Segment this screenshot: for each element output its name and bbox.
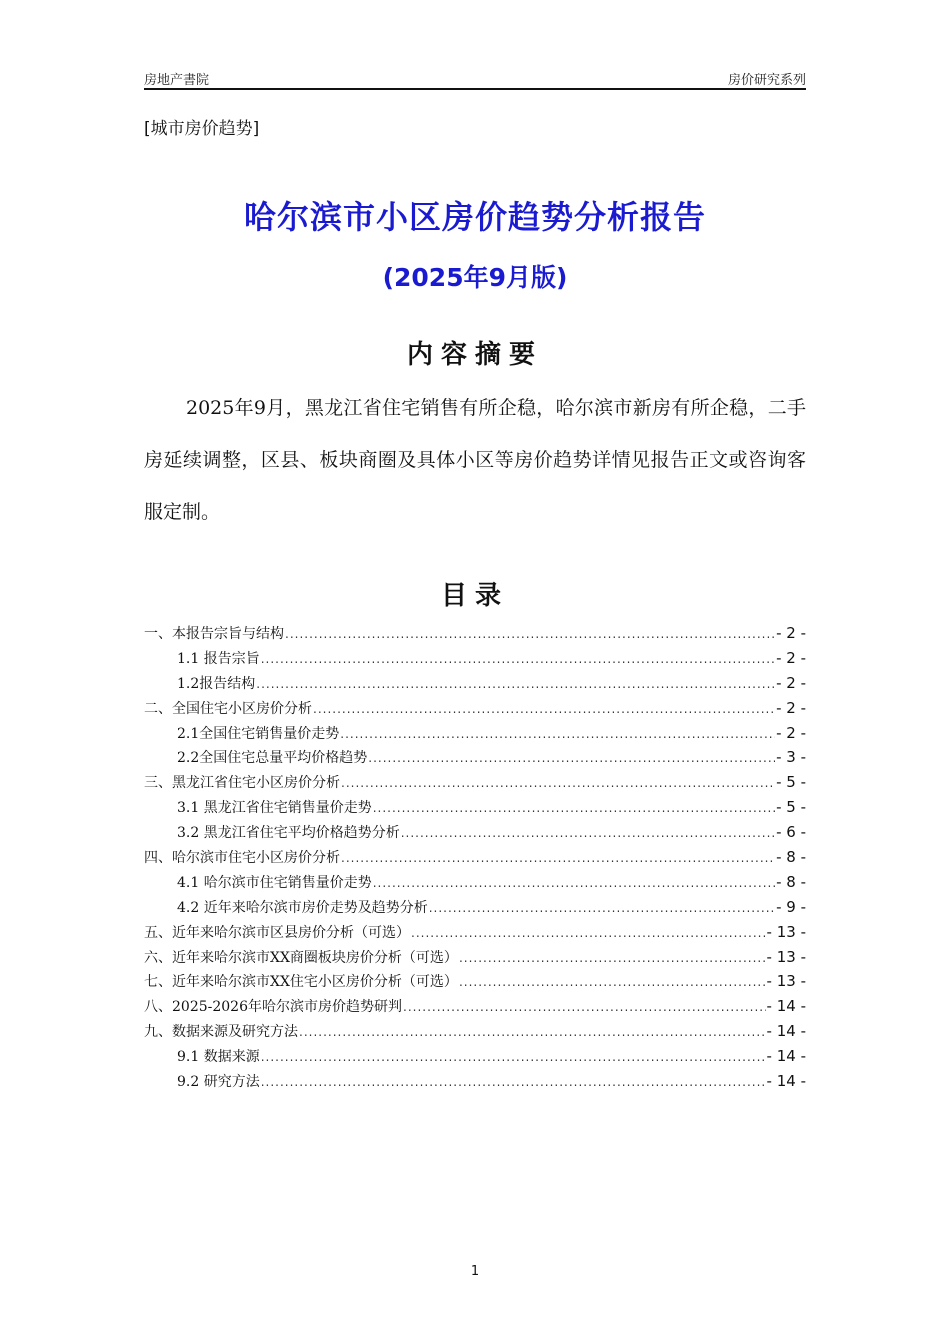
toc-leader-dots xyxy=(256,672,775,697)
toc-entry-page: - 2 - xyxy=(776,673,806,692)
header-publisher: 房地产書院 xyxy=(144,73,210,88)
toc-entry-label: 4.2 近年来哈尔滨市房价走势及趋势分析 xyxy=(177,899,428,916)
toc-entry[interactable] xyxy=(144,621,806,646)
toc-leader-dots xyxy=(261,1045,766,1070)
toc-entry-page: - 9 - xyxy=(776,897,806,916)
toc-entry-page: - 13 - xyxy=(766,947,806,966)
toc-entry-label: 四、哈尔滨市住宅小区房价分析 xyxy=(144,850,340,867)
toc-entry[interactable] xyxy=(144,1019,806,1044)
toc-entry-page: - 13 - xyxy=(766,972,806,991)
toc-entry-page: - 5 - xyxy=(776,798,806,817)
toc-entry[interactable] xyxy=(144,969,806,994)
report-edition: (2025年9月版) xyxy=(382,263,568,292)
toc-leader-dots xyxy=(285,622,775,647)
toc-leader-dots xyxy=(340,722,775,747)
toc-leader-dots xyxy=(411,921,766,946)
toc-entry-label: 3.1 黑龙江省住宅销售量价走势 xyxy=(177,800,372,817)
toc-entry-label: 9.2 研究方法 xyxy=(177,1074,260,1091)
toc-entry-label: 五、近年来哈尔滨市区县房价分析（可选） xyxy=(144,924,410,941)
toc-entry-page: - 14 - xyxy=(766,1022,806,1041)
toc-entry-page: - 5 - xyxy=(776,773,806,792)
toc-entry-label: 2.1全国住宅销售量价走势 xyxy=(177,725,340,742)
toc-entry-page: - 14 - xyxy=(766,1072,806,1091)
toc-entry[interactable] xyxy=(144,895,806,920)
toc-entry-page: - 14 - xyxy=(766,997,806,1016)
toc-entry[interactable] xyxy=(144,920,806,945)
toc-leader-dots xyxy=(459,946,766,971)
toc-entry-label: 3.2 黑龙江省住宅平均价格趋势分析 xyxy=(177,825,400,842)
toc-entry-page: - 13 - xyxy=(766,922,806,941)
toc-entry[interactable] xyxy=(144,795,806,820)
toc-entry[interactable] xyxy=(144,770,806,795)
toc-leader-dots xyxy=(261,1070,766,1095)
toc-entry-label: 4.1 哈尔滨市住宅销售量价走势 xyxy=(177,874,372,891)
toc-entry[interactable] xyxy=(144,870,806,895)
toc-entry-label: 1.2报告结构 xyxy=(177,675,256,692)
toc-entry-label: 七、近年来哈尔滨市XX住宅小区房价分析（可选） xyxy=(144,974,458,991)
category-tag: [城市房价趋势] xyxy=(144,119,260,139)
abstract-body: 2025年9月，黑龙江省住宅销售有所企稳，哈尔滨市新房有所企稳，二手房延续调整，区县、板块商圈及具体小区等房价趋势详情见报告正文或咨询客服定制。 xyxy=(144,397,806,523)
toc-entry-page: - 2 - xyxy=(776,648,806,667)
toc-leader-dots xyxy=(299,1020,766,1045)
toc-leader-dots xyxy=(403,995,766,1020)
toc-entry-page: - 2 - xyxy=(776,698,806,717)
toc-entry-label: 2.2全国住宅总量平均价格趋势 xyxy=(177,750,368,767)
toc-leader-dots xyxy=(429,896,775,921)
toc-entry[interactable] xyxy=(144,696,806,721)
toc-entry-page: - 8 - xyxy=(776,872,806,891)
toc-entry-label: 三、黑龙江省住宅小区房价分析 xyxy=(144,775,340,792)
report-title: 哈尔滨市小区房价趋势分析报告 xyxy=(243,198,706,236)
toc-entry[interactable] xyxy=(144,671,806,696)
toc-entry[interactable] xyxy=(144,646,806,671)
toc-entry-label: 一、本报告宗旨与结构 xyxy=(144,626,284,642)
toc-entry[interactable] xyxy=(144,945,806,970)
toc-entry-label: 九、数据来源及研究方法 xyxy=(144,1024,298,1041)
toc-entry-page: - 8 - xyxy=(776,848,806,867)
toc-leader-dots xyxy=(261,647,775,672)
toc-entry[interactable] xyxy=(144,994,806,1019)
toc-leader-dots xyxy=(368,746,775,771)
toc-entry[interactable] xyxy=(144,721,806,746)
toc-entry[interactable] xyxy=(144,1069,806,1094)
toc-entry-page: - 2 - xyxy=(776,624,806,642)
toc-entry-page: - 14 - xyxy=(766,1047,806,1066)
toc-entry-page: - 3 - xyxy=(776,748,806,767)
page-number: 1 xyxy=(470,1264,480,1279)
toc-heading: 目录 xyxy=(440,581,509,611)
toc-leader-dots xyxy=(401,821,775,846)
toc-entry-label: 八、2025-2026年哈尔滨市房价趋势研判 xyxy=(144,999,402,1016)
abstract-heading: 内容摘要 xyxy=(406,340,543,370)
toc-leader-dots xyxy=(373,796,775,821)
header-series: 房价研究系列 xyxy=(727,73,806,88)
toc-entry-label: 二、全国住宅小区房价分析 xyxy=(144,700,312,717)
page-header xyxy=(144,68,806,90)
toc-entry-page: - 6 - xyxy=(776,823,806,842)
toc-entry-label: 六、近年来哈尔滨市XX商圈板块房价分析（可选） xyxy=(144,949,458,966)
toc-leader-dots xyxy=(459,970,766,995)
toc-entry-label: 9.1 数据来源 xyxy=(177,1049,260,1066)
toc-entry[interactable] xyxy=(144,745,806,770)
toc-entry[interactable] xyxy=(144,820,806,845)
toc-entry-page: - 2 - xyxy=(776,723,806,742)
toc-entry-label: 1.1 报告宗旨 xyxy=(177,650,260,667)
table-of-contents xyxy=(144,621,806,1094)
toc-entry[interactable] xyxy=(144,845,806,870)
toc-leader-dots xyxy=(341,771,775,796)
toc-leader-dots xyxy=(341,846,775,871)
toc-entry[interactable] xyxy=(144,1044,806,1069)
toc-leader-dots xyxy=(373,871,775,896)
toc-leader-dots xyxy=(313,697,775,722)
